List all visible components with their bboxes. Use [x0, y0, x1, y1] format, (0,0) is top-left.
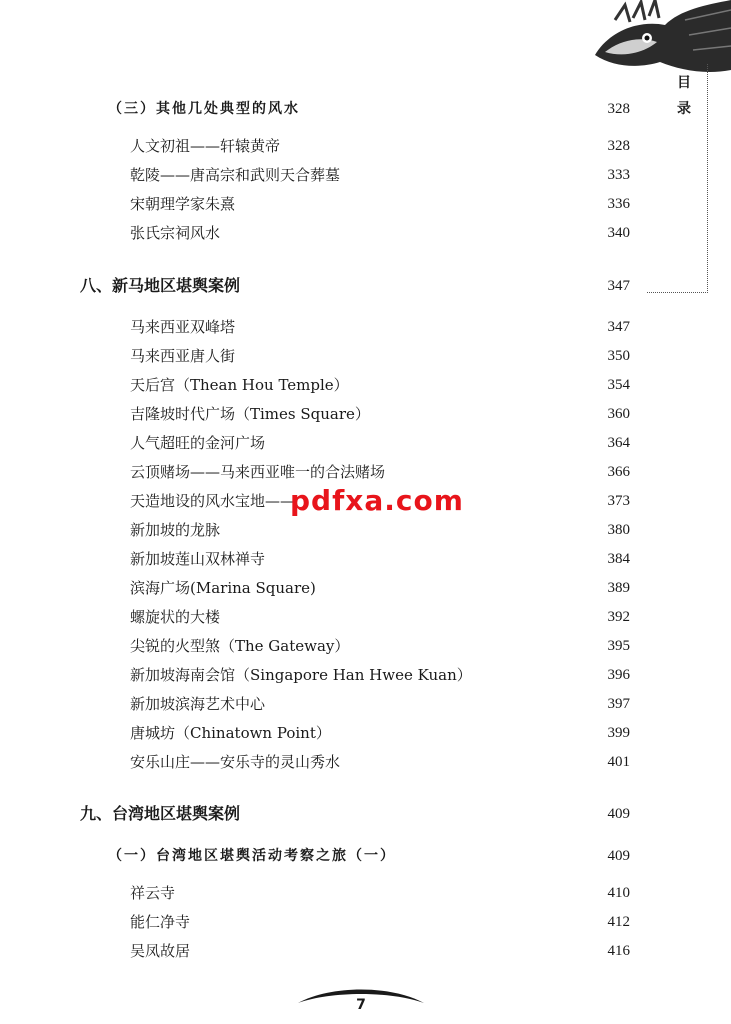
toc-entry-page: 384: [607, 551, 630, 567]
toc-entry-title: 云顶赌场——马来西亚唯一的合法赌场: [130, 463, 386, 481]
toc-entry-page: 350: [607, 348, 630, 364]
toc-entry: [0, 575, 731, 601]
toc-entry-page: 399: [607, 725, 630, 741]
toc-entry-title: 新加坡滨海艺术中心: [130, 695, 266, 713]
toc-entry-title: 人文初祖——轩辕黄帝: [130, 137, 281, 155]
side-tab-label: 目录: [677, 75, 691, 117]
toc-entry-page: 395: [607, 638, 630, 654]
toc-entry: [0, 314, 731, 340]
toc-entry-title: 马来西亚双峰塔: [130, 318, 236, 336]
toc-entry: [0, 938, 731, 964]
toc-entry: [0, 909, 731, 935]
toc-entry-page: 354: [607, 377, 630, 393]
toc-entry: [0, 343, 731, 369]
toc-entry-title: 新加坡的龙脉: [130, 521, 221, 539]
toc-section-entry: [0, 273, 731, 299]
toc-entry-page: 336: [607, 196, 630, 212]
toc-entry-title: 八、新马地区堪舆案例: [80, 276, 241, 295]
toc-entry: [0, 459, 731, 485]
toc-entry: [0, 133, 731, 159]
toc-entry: [0, 662, 731, 688]
toc-entry: [0, 546, 731, 572]
toc-entry-page: 366: [607, 464, 630, 480]
toc-entry: [0, 162, 731, 188]
watermark: pdfxa.com: [290, 484, 464, 517]
toc-entry: [0, 720, 731, 746]
toc-subsection-entry: [0, 96, 731, 122]
toc-entry-title: 新加坡海南会馆（Singapore Han Hwee Kuan）: [130, 666, 472, 684]
toc-entry: [0, 401, 731, 427]
toc-entry-page: 397: [607, 696, 630, 712]
toc-entry: [0, 880, 731, 906]
toc-entry-page: 347: [607, 278, 630, 294]
toc-entry-page: 328: [607, 101, 630, 117]
toc-entry: [0, 633, 731, 659]
toc-entry-page: 409: [607, 806, 630, 822]
toc-entry-title: 滨海广场(Marina Square): [130, 579, 316, 597]
page-footer: [296, 985, 426, 1020]
toc-entry-page: 392: [607, 609, 630, 625]
toc-entry-page: 416: [607, 943, 630, 959]
toc-entry-title: 天后宫（Thean Hou Temple）: [130, 376, 349, 394]
toc-entry-title: 天造地设的风水宝地——: [130, 492, 296, 510]
toc-entry-title: 新加坡莲山双林禅寺: [130, 550, 266, 568]
toc-entry-title: 九、台湾地区堪舆案例: [80, 804, 241, 823]
toc-entry-title: 吉隆坡时代广场（Times Square）: [130, 405, 370, 423]
toc-entry: [0, 191, 731, 217]
toc-entry-page: 333: [607, 167, 630, 183]
toc-entry-page: 380: [607, 522, 630, 538]
toc-entry-page: 347: [607, 319, 630, 335]
toc-entry: [0, 691, 731, 717]
toc-entry-title: 人气超旺的金河广场: [130, 434, 266, 452]
toc-entry-title: 尖锐的火型煞（The Gateway）: [130, 637, 350, 655]
toc-entry-title: 马来西亚唐人街: [130, 347, 236, 365]
toc-entry-page: 364: [607, 435, 630, 451]
toc-entry-title: 宋朝理学家朱熹: [130, 195, 236, 213]
toc-entry-page: 401: [607, 754, 630, 770]
toc-entry-page: 328: [607, 138, 630, 154]
toc-entry-title: 螺旋状的大楼: [130, 608, 221, 626]
toc-entry-page: 360: [607, 406, 630, 422]
toc-entry-title: （一）台湾地区堪舆活动考察之旅（一）: [108, 848, 396, 864]
toc-entry: [0, 430, 731, 456]
toc-entry-title: 祥云寺: [130, 884, 176, 902]
toc-entry-title: （三）其他几处典型的风水: [108, 101, 300, 117]
toc-entry-title: 安乐山庄——安乐寺的灵山秀水: [130, 753, 341, 771]
toc-entry-title: 张氏宗祠风水: [130, 224, 221, 242]
toc-entry-title: 乾陵——唐高宗和武则天合葬墓: [130, 166, 341, 184]
toc-entry: [0, 220, 731, 246]
toc-entry-page: 340: [607, 225, 630, 241]
toc-entry: [0, 749, 731, 775]
toc-entry-page: 396: [607, 667, 630, 683]
toc-entry-title: 吴凤故居: [130, 942, 191, 960]
toc-subsection-entry: [0, 843, 731, 869]
toc-entry-page: 389: [607, 580, 630, 596]
toc-entry-page: 409: [607, 848, 630, 864]
toc-entry: [0, 517, 731, 543]
page-number: 7: [356, 997, 366, 1013]
toc-entry-page: 410: [607, 885, 630, 901]
toc-entry-page: 373: [607, 493, 630, 509]
toc-entry: [0, 604, 731, 630]
toc-entry-title: 能仁净寺: [130, 913, 191, 931]
toc-entry-title: 唐城坊（Chinatown Point）: [130, 724, 331, 742]
toc-entry-page: 412: [607, 914, 630, 930]
toc-section-entry: [0, 801, 731, 827]
toc-entry: [0, 372, 731, 398]
